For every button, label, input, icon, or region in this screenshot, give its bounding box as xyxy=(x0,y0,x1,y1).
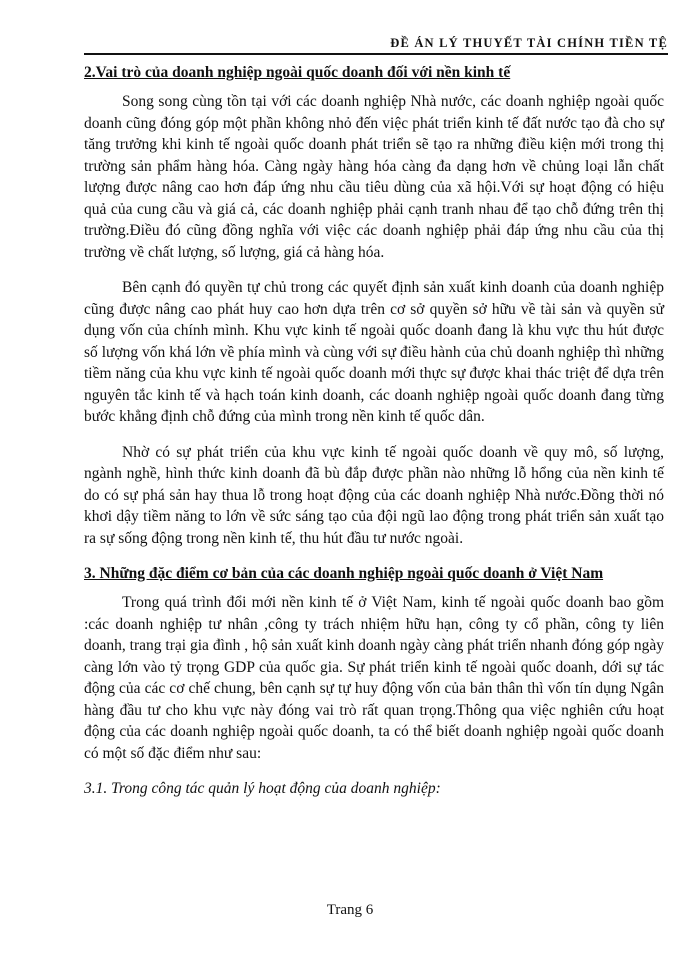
section-2-paragraph: Song song cùng tồn tại với các doanh nghiệp Nhà nước, các doanh nghiệp ngoài quốc doanh cũng đóng góp một phần không nhỏ đến việc phát triển kinh tế đất nước tạo đà cho sự tăng trưởng khi kinh tế ngoài quốc doanh phát triển sẽ tạo ra những điều kiện mới trong thị trường sản phẩm hàng hóa. Càng ngày hàng hóa càng đa dạng hơn về chủng loại lẫn chất lượng được nâng cao hơn đáp ứng nhu cầu tiêu dùng của xã hội.Với sự hoạt động có hiệu quả của cung cầu và giá cả, các doanh nghiệp phải cạnh tranh nhau để tạo chỗ đứng trên thị trường.Điều đó cũng đồng nghĩa với việc các doanh nghiệp phải đáp ứng nhu cầu của thị trường về chất lượng, số lượng, giá cả hàng hóa. xyxy=(84,93,664,261)
section-2-heading: 2.Vai trò của doanh nghiệp ngoài quốc doanh đối với nền kinh tế xyxy=(84,64,511,81)
running-header: ĐỀ ÁN LÝ THUYẾT TÀI CHÍNH TIỀN TỆ xyxy=(84,36,668,55)
section-3-heading: 3. Những đặc điểm cơ bản của các doanh nghiệp ngoài quốc doanh ở Việt Nam xyxy=(84,565,604,582)
page-number: Trang 6 xyxy=(326,902,374,918)
page-content xyxy=(84,62,664,799)
section-2-paragraph: Nhờ có sự phát triển của khu vực kinh tế ngoài quốc doanh về quy mô, số lượng, ngành nghề, hình thức kinh doanh đã bù đắp được phần nào những lỗ hổng của nền kinh tế do có sự phá sản hay thua lỗ trong hoạt động của các doanh nghiệp Nhà nước.Đồng thời nó khơi dậy tiềm năng to lớn về sức sáng tạo của đội ngũ lao động trong phát triển sản xuất tạo ra sự sống động trong nền kinh tế, thu hút đầu tư nước ngoài. xyxy=(84,443,664,547)
section-2-paragraph: Bên cạnh đó quyền tự chủ trong các quyết định sản xuất kinh doanh của doanh nghiệp cũng được nâng cao phát huy cao hơn dựa trên cơ sở quyền sở hữu về tài sản và quyền sử dụng vốn của chính mình. Khu vực kinh tế ngoài quốc doanh đang là khu vực thu hút được số lượng vốn khá lớn về phía mình và cùng với sự điều hành của chủ doanh nghiệp thì những tiềm năng của khu vực kinh tế ngoài quốc doanh mới thực sự được khai thác triệt để dựa trên nguyên tắc kinh tế và hạch toán kinh doanh, các doanh nghiệp ngoài quốc doanh đang từng bước khẳng định chỗ đứng của mình trong nền kinh tế quốc dân. xyxy=(84,279,664,425)
subsection-3-1-heading: 3.1. Trong công tác quản lý hoạt động của doanh nghiệp: xyxy=(84,780,441,797)
section-3-paragraph: Trong quá trình đổi mới nền kinh tế ở Việt Nam, kinh tế ngoài quốc doanh bao gồm :các doanh nghiệp tư nhân ,công ty trách nhiệm hữu hạn, công ty cổ phần, công ty liên doanh, trang trại gia đình , hộ sản xuất kinh doanh ngày càng phát triển nhanh đóng góp ngày càng lớn vào tỷ trọng GDP của quốc gia. Sự phát triển kinh tế ngoài quốc doanh, dới sự tác động của các cơ chế chung, bên cạnh sự tự huy động vốn của bản thân thì vốn tín dụng Ngân hàng đầu tư cho khu vực này đóng vai trò rất quan trọng.Thông qua việc nghiên cứu hoạt động của các doanh nghiệp ngoài quốc doanh, ta có thể biết doanh nghiệp ngoài quốc doanh có một số đặc điểm như sau: xyxy=(84,594,664,762)
